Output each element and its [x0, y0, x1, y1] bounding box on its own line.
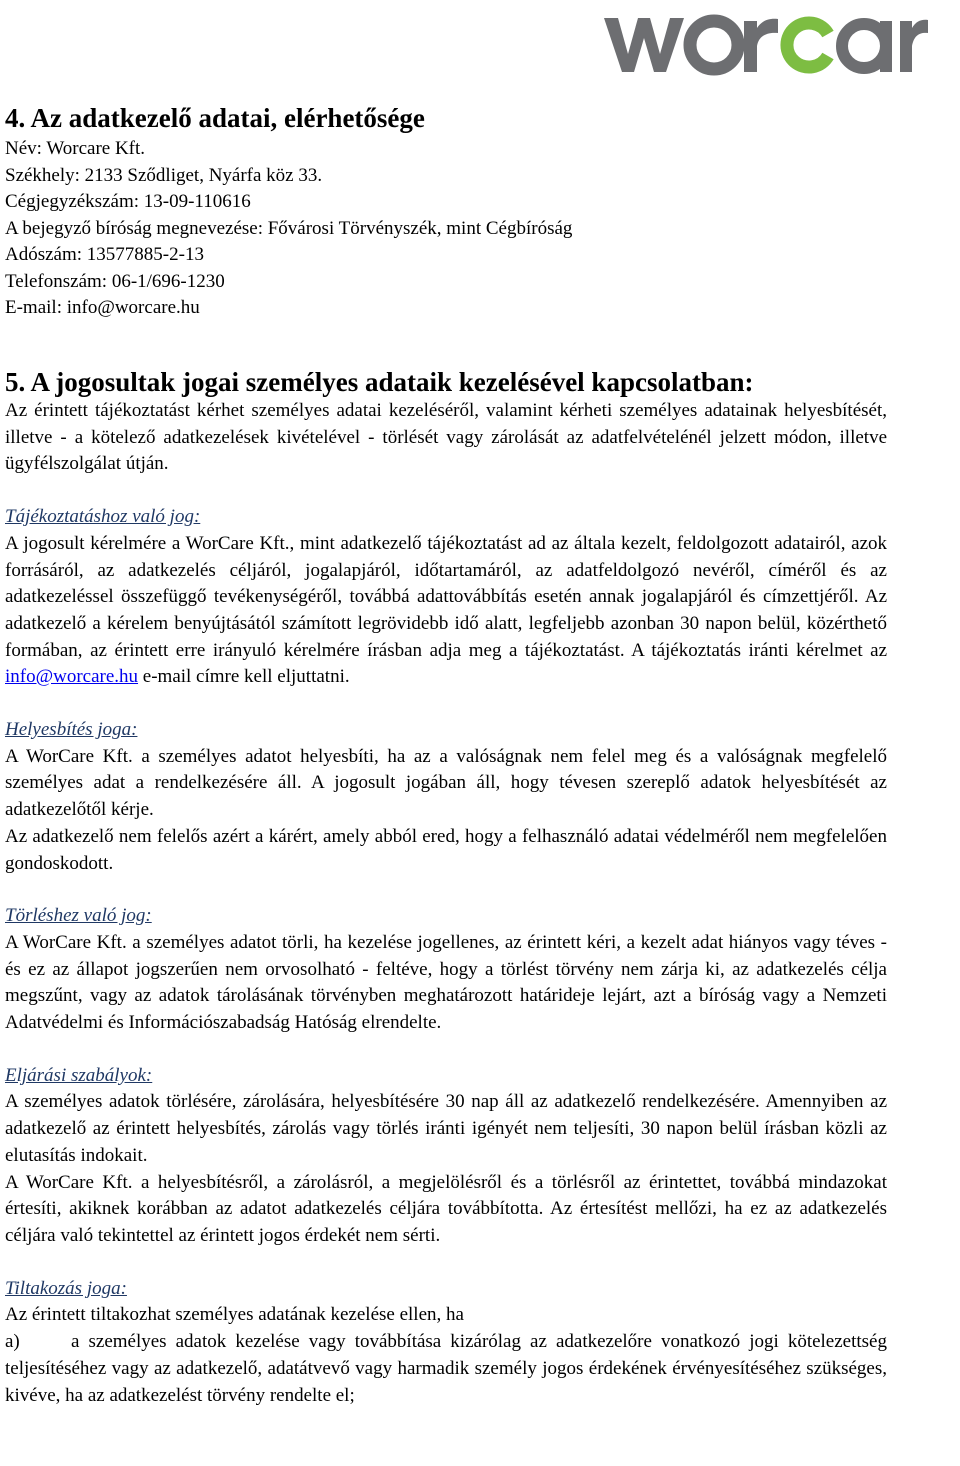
- section-4-heading: 4. Az adatkezelő adatai, elérhetősége: [5, 103, 425, 133]
- info-right-title: Tájékoztatáshoz való jog:: [5, 506, 201, 528]
- company-phone: Telefonszám: 06-1/696-1230: [5, 270, 225, 292]
- objection-item-a: [5, 1329, 887, 1409]
- company-tax-number: Adószám: 13577885-2-13: [5, 244, 204, 265]
- list-marker: a): [5, 1331, 20, 1353]
- objection-intro: Az érintett tiltakozhat személyes adatának kezelése ellen, ha: [5, 1304, 464, 1326]
- objection-title: Tiltakozás joga:: [5, 1277, 127, 1299]
- erasure-title: Törléshez való jog:: [5, 905, 152, 927]
- section-5-body: [5, 398, 887, 1409]
- section-5-intro: Az érintett tájékoztatást kérhet személyes adatai kezeléséről, valamint kérheti személyes adatainak helyesbítését, illetve - a kötelező adatkezelések kivételével - törlését vagy zárolását az adatfelvételénél jelzett módon, illetve ügyfélszolgálat útján.: [5, 400, 887, 475]
- rectification-section: [5, 717, 887, 877]
- info-right-section: [5, 504, 887, 691]
- company-name: Név: Worcare Kft.: [5, 138, 146, 159]
- erasure-text: A WorCare Kft. a személyes adatot törli, ha kezelése jogellenes, az érintett kéri, a kezelt adat hiányos vagy téves - és ez az állapot jogszerűen nem orvosolható - feltéve, hogy a törlést törvény nem zárja ki, az adatkezelés célja megszűnt, vagy az adatok tárolásának törvényben meghatározott határideje lejárt, azt a bíróság vagy a Nemzeti Adatvédelmi és Információszabadság Hatóság elrendelte.: [5, 931, 887, 1034]
- info-right-text: A jogosult kérelmére a WorCare Kft., mint adatkezelő tájékoztatást ad az általa kezelt, feldolgozott adatairól, azok forrásáról, az adatkezelés céljáról, jogalapjáról, időtartamáról, az adatfeldolgozó nevéről, címéről és az adatkezeléssel összefüggő tevékenységéről, továbbá adattovábbítás esetén annak jogalapjáról és címzettjéről. Az adatkezelő a kérelem benyújtásától számított legrövidebb idő alatt, legfeljebb azonban 30 napon belül, közérthető formában, az érintett erre irányuló kérelmére írásban adja meg a tájékoztatást. A tájékoztatás iránti kérelmet az info@worcare.hu e-mail címre kell eljuttatni.: [5, 532, 887, 688]
- section-5-heading: 5. A jogosultak jogai személyes adataik kezelésével kapcsolatban:: [5, 367, 754, 397]
- company-info: [5, 136, 572, 322]
- procedure-text-2: A WorCare Kft. a helyesbítésről, a zárolásról, a megjelölésről és a törlésről az érintettet, továbbá mindazokat értesíti, akiknek korábban az adatot adatkezelés céljára továbbította. Az értesítést mellőzi, ha ez az adatkezelés céljára való tekintettel az érintett jogos érdekét nem sérti.: [5, 1171, 887, 1246]
- company-email: E-mail: info@worcare.hu: [5, 297, 200, 318]
- company-registration: Cégjegyzékszám: 13-09-110616: [5, 191, 251, 212]
- worcare-logo: [602, 4, 954, 76]
- objection-item-a-text: a személyes adatok kezelése vagy továbbítása kizárólag az adatkezelőre vonatkozó jogi kötelezettség teljesítéséhez vagy az adatkezelő, adatátvevő vagy harmadik személy jogos érdekének érvényesítéséhez szükséges, kivéve, ha az adatkezelést törvény rendelte el;: [5, 1331, 887, 1406]
- objection-section: [5, 1276, 887, 1410]
- company-court: A bejegyző bíróság megnevezése: Fővárosi Törvényszék, mint Cégbíróság: [5, 217, 573, 239]
- email-link[interactable]: info@worcare.hu: [5, 666, 139, 688]
- erasure-section: [5, 903, 887, 1037]
- rectification-title: Helyesbítés joga:: [5, 719, 138, 741]
- procedure-text-1: A személyes adatok törlésére, zárolására, helyesbítésére 30 nap áll az adatkezelő rendelkezésére. Amennyiben az adatkezelő az érintett helyesbítés, zárolás vagy törlés iránti igényét nem teljesíti, 30 napon belül írásban közli az elutasítás indokait.: [5, 1091, 887, 1166]
- procedure-title: Eljárási szabályok:: [5, 1064, 153, 1086]
- rectification-text-2: Az adatkezelő nem felelős azért a kárért, amely abból ered, hogy a felhasználó adatai védelméről nem megfelelően gondoskodott.: [5, 825, 887, 874]
- procedure-section: [5, 1063, 887, 1250]
- company-address: Székhely: 2133 Sződliget, Nyárfa köz 33.: [5, 164, 323, 186]
- rectification-text-1: A WorCare Kft. a személyes adatot helyesbíti, ha az a valóságnak nem felel meg és a valóságnak megfelelő személyes adat a rendelkezésére áll. A jogosult jogában áll, hogy tévesen szereplő adatok helyesbítését az adatkezelőtől kérje.: [5, 745, 887, 821]
